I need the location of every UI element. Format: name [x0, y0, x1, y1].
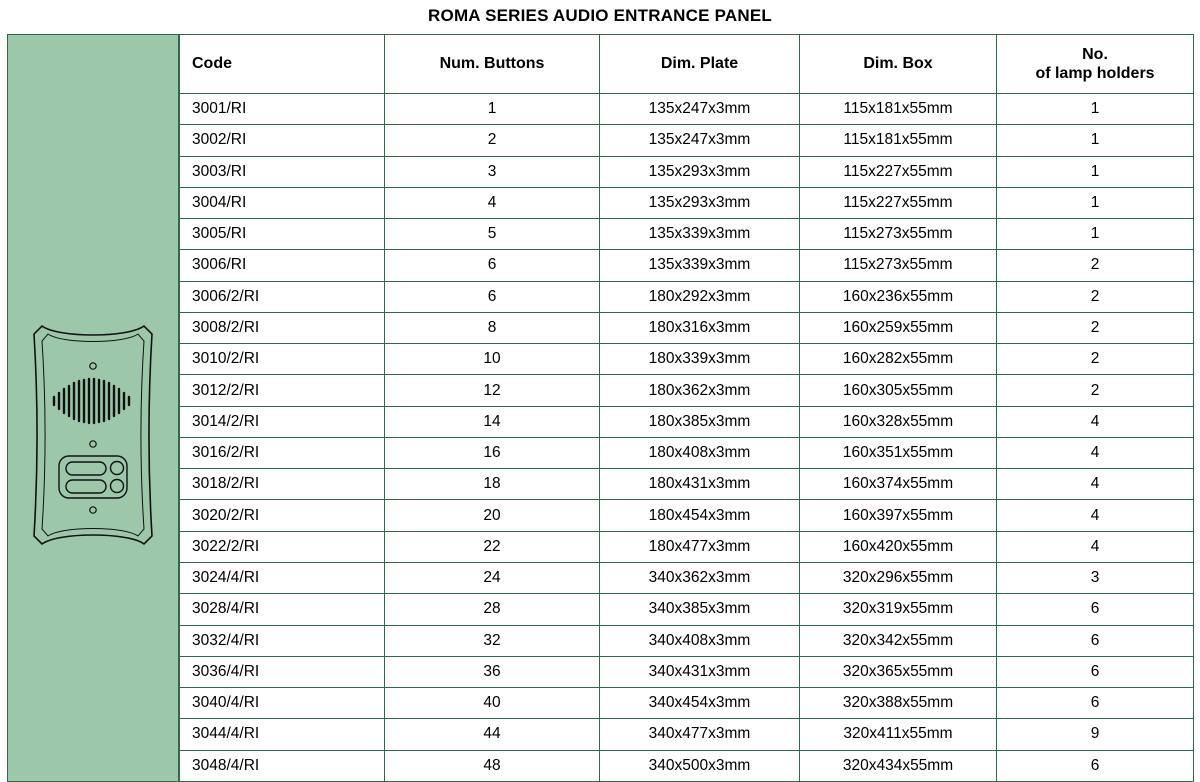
cell-code: 3010/2/RI [180, 344, 385, 375]
column-header-code: Code [180, 35, 385, 94]
cell-num-buttons: 24 [385, 562, 600, 593]
cell-lamp-holders: 4 [997, 500, 1194, 531]
cell-lamp-holders: 1 [997, 187, 1194, 218]
cell-dim-plate: 340x477x3mm [600, 719, 800, 750]
cell-dim-box: 320x388x55mm [800, 688, 997, 719]
column-header-dim-plate: Dim. Plate [600, 35, 800, 94]
cell-dim-box: 320x434x55mm [800, 750, 997, 781]
cell-num-buttons: 10 [385, 344, 600, 375]
cell-num-buttons: 16 [385, 437, 600, 468]
table-row [180, 594, 1194, 625]
cell-num-buttons: 8 [385, 312, 600, 343]
cell-lamp-holders: 2 [997, 344, 1194, 375]
cell-dim-plate: 340x385x3mm [600, 594, 800, 625]
cell-code: 3014/2/RI [180, 406, 385, 437]
cell-lamp-holders: 2 [997, 312, 1194, 343]
cell-num-buttons: 6 [385, 250, 600, 281]
cell-lamp-holders: 6 [997, 750, 1194, 781]
cell-lamp-holders: 1 [997, 94, 1194, 125]
cell-dim-box: 320x411x55mm [800, 719, 997, 750]
cell-dim-plate: 135x247x3mm [600, 125, 800, 156]
table-row [180, 469, 1194, 500]
cell-dim-box: 160x420x55mm [800, 531, 997, 562]
cell-dim-plate: 180x454x3mm [600, 500, 800, 531]
content-area [7, 34, 1193, 782]
table-row [180, 719, 1194, 750]
cell-code: 3006/RI [180, 250, 385, 281]
cell-code: 3008/2/RI [180, 312, 385, 343]
cell-num-buttons: 18 [385, 469, 600, 500]
cell-dim-box: 320x342x55mm [800, 625, 997, 656]
cell-dim-plate: 180x408x3mm [600, 437, 800, 468]
cell-num-buttons: 28 [385, 594, 600, 625]
cell-lamp-holders: 1 [997, 219, 1194, 250]
cell-num-buttons: 1 [385, 94, 600, 125]
cell-dim-box: 160x259x55mm [800, 312, 997, 343]
cell-lamp-holders: 4 [997, 437, 1194, 468]
column-header-lamp-holders-line1: No. [1082, 45, 1108, 63]
cell-code: 3018/2/RI [180, 469, 385, 500]
column-header-lamp-holders-line2: of lamp holders [1035, 65, 1155, 82]
page-title: ROMA SERIES AUDIO ENTRANCE PANEL [428, 6, 772, 25]
cell-num-buttons: 22 [385, 531, 600, 562]
cell-lamp-holders: 4 [997, 531, 1194, 562]
cell-dim-box: 320x365x55mm [800, 656, 997, 687]
cell-dim-box: 160x282x55mm [800, 344, 997, 375]
cell-lamp-holders: 9 [997, 719, 1194, 750]
table-row [180, 219, 1194, 250]
cell-lamp-holders: 6 [997, 688, 1194, 719]
table-row [180, 344, 1194, 375]
cell-lamp-holders: 4 [997, 406, 1194, 437]
cell-num-buttons: 14 [385, 406, 600, 437]
cell-dim-box: 160x328x55mm [800, 406, 997, 437]
cell-dim-plate: 135x293x3mm [600, 156, 800, 187]
table-row [180, 406, 1194, 437]
table-row [180, 312, 1194, 343]
cell-num-buttons: 12 [385, 375, 600, 406]
cell-dim-box: 115x273x55mm [800, 250, 997, 281]
cell-dim-box: 160x351x55mm [800, 437, 997, 468]
column-header-dim-box: Dim. Box [800, 35, 997, 94]
cell-dim-plate: 340x500x3mm [600, 750, 800, 781]
cell-lamp-holders: 2 [997, 375, 1194, 406]
table-row [180, 656, 1194, 687]
cell-lamp-holders: 2 [997, 250, 1194, 281]
cell-dim-plate: 180x316x3mm [600, 312, 800, 343]
cell-num-buttons: 5 [385, 219, 600, 250]
cell-dim-plate: 135x339x3mm [600, 219, 800, 250]
cell-dim-plate: 135x293x3mm [600, 187, 800, 218]
cell-dim-plate: 135x247x3mm [600, 94, 800, 125]
cell-dim-box: 320x296x55mm [800, 562, 997, 593]
cell-code: 3032/4/RI [180, 625, 385, 656]
table-row [180, 500, 1194, 531]
cell-num-buttons: 4 [385, 187, 600, 218]
specs-table [179, 34, 1194, 782]
table-row [180, 187, 1194, 218]
cell-dim-plate: 340x454x3mm [600, 688, 800, 719]
cell-lamp-holders: 1 [997, 125, 1194, 156]
column-header-num-buttons: Num. Buttons [385, 35, 600, 94]
cell-num-buttons: 40 [385, 688, 600, 719]
table-row [180, 750, 1194, 781]
cell-dim-box: 115x273x55mm [800, 219, 997, 250]
cell-num-buttons: 3 [385, 156, 600, 187]
cell-code: 3002/RI [180, 125, 385, 156]
cell-code: 3006/2/RI [180, 281, 385, 312]
cell-code: 3020/2/RI [180, 500, 385, 531]
cell-dim-box: 115x181x55mm [800, 94, 997, 125]
cell-code: 3001/RI [180, 94, 385, 125]
cell-code: 3028/4/RI [180, 594, 385, 625]
cell-code: 3022/2/RI [180, 531, 385, 562]
cell-num-buttons: 48 [385, 750, 600, 781]
table-row [180, 625, 1194, 656]
cell-code: 3003/RI [180, 156, 385, 187]
cell-dim-box: 115x227x55mm [800, 187, 997, 218]
cell-lamp-holders: 6 [997, 594, 1194, 625]
cell-dim-plate: 340x408x3mm [600, 625, 800, 656]
cell-dim-plate: 180x362x3mm [600, 375, 800, 406]
table-body [180, 94, 1194, 782]
cell-dim-plate: 180x431x3mm [600, 469, 800, 500]
cell-lamp-holders: 3 [997, 562, 1194, 593]
cell-code: 3016/2/RI [180, 437, 385, 468]
cell-dim-plate: 180x292x3mm [600, 281, 800, 312]
cell-dim-plate: 135x339x3mm [600, 250, 800, 281]
cell-code: 3040/4/RI [180, 688, 385, 719]
cell-code: 3005/RI [180, 219, 385, 250]
cell-dim-plate: 180x339x3mm [600, 344, 800, 375]
cell-num-buttons: 20 [385, 500, 600, 531]
product-image-panel [7, 34, 179, 782]
cell-dim-plate: 180x385x3mm [600, 406, 800, 437]
cell-dim-box: 115x181x55mm [800, 125, 997, 156]
cell-code: 3048/4/RI [180, 750, 385, 781]
cell-lamp-holders: 6 [997, 625, 1194, 656]
cell-dim-box: 160x236x55mm [800, 281, 997, 312]
cell-lamp-holders: 4 [997, 469, 1194, 500]
table-row [180, 375, 1194, 406]
table-row [180, 250, 1194, 281]
cell-dim-box: 160x397x55mm [800, 500, 997, 531]
cell-code: 3024/4/RI [180, 562, 385, 593]
cell-dim-plate: 340x431x3mm [600, 656, 800, 687]
table-row [180, 125, 1194, 156]
table-row [180, 437, 1194, 468]
table-row [180, 688, 1194, 719]
cell-lamp-holders: 6 [997, 656, 1194, 687]
cell-dim-plate: 340x362x3mm [600, 562, 800, 593]
table-row [180, 562, 1194, 593]
cell-dim-box: 160x374x55mm [800, 469, 997, 500]
cell-lamp-holders: 1 [997, 156, 1194, 187]
roma-audio-entrance-panel-icon [28, 320, 158, 555]
cell-code: 3036/4/RI [180, 656, 385, 687]
cell-dim-plate: 180x477x3mm [600, 531, 800, 562]
table-row [180, 281, 1194, 312]
cell-code: 3044/4/RI [180, 719, 385, 750]
specs-table-wrap [179, 34, 1194, 782]
table-header-row [180, 35, 1194, 94]
cell-num-buttons: 2 [385, 125, 600, 156]
cell-dim-box: 115x227x55mm [800, 156, 997, 187]
cell-num-buttons: 32 [385, 625, 600, 656]
cell-num-buttons: 6 [385, 281, 600, 312]
cell-code: 3004/RI [180, 187, 385, 218]
table-row [180, 156, 1194, 187]
cell-code: 3012/2/RI [180, 375, 385, 406]
cell-dim-box: 320x319x55mm [800, 594, 997, 625]
table-row [180, 94, 1194, 125]
cell-num-buttons: 36 [385, 656, 600, 687]
cell-dim-box: 160x305x55mm [800, 375, 997, 406]
cell-num-buttons: 44 [385, 719, 600, 750]
cell-lamp-holders: 2 [997, 281, 1194, 312]
column-header-lamp-holders [997, 35, 1194, 94]
table-row [180, 531, 1194, 562]
